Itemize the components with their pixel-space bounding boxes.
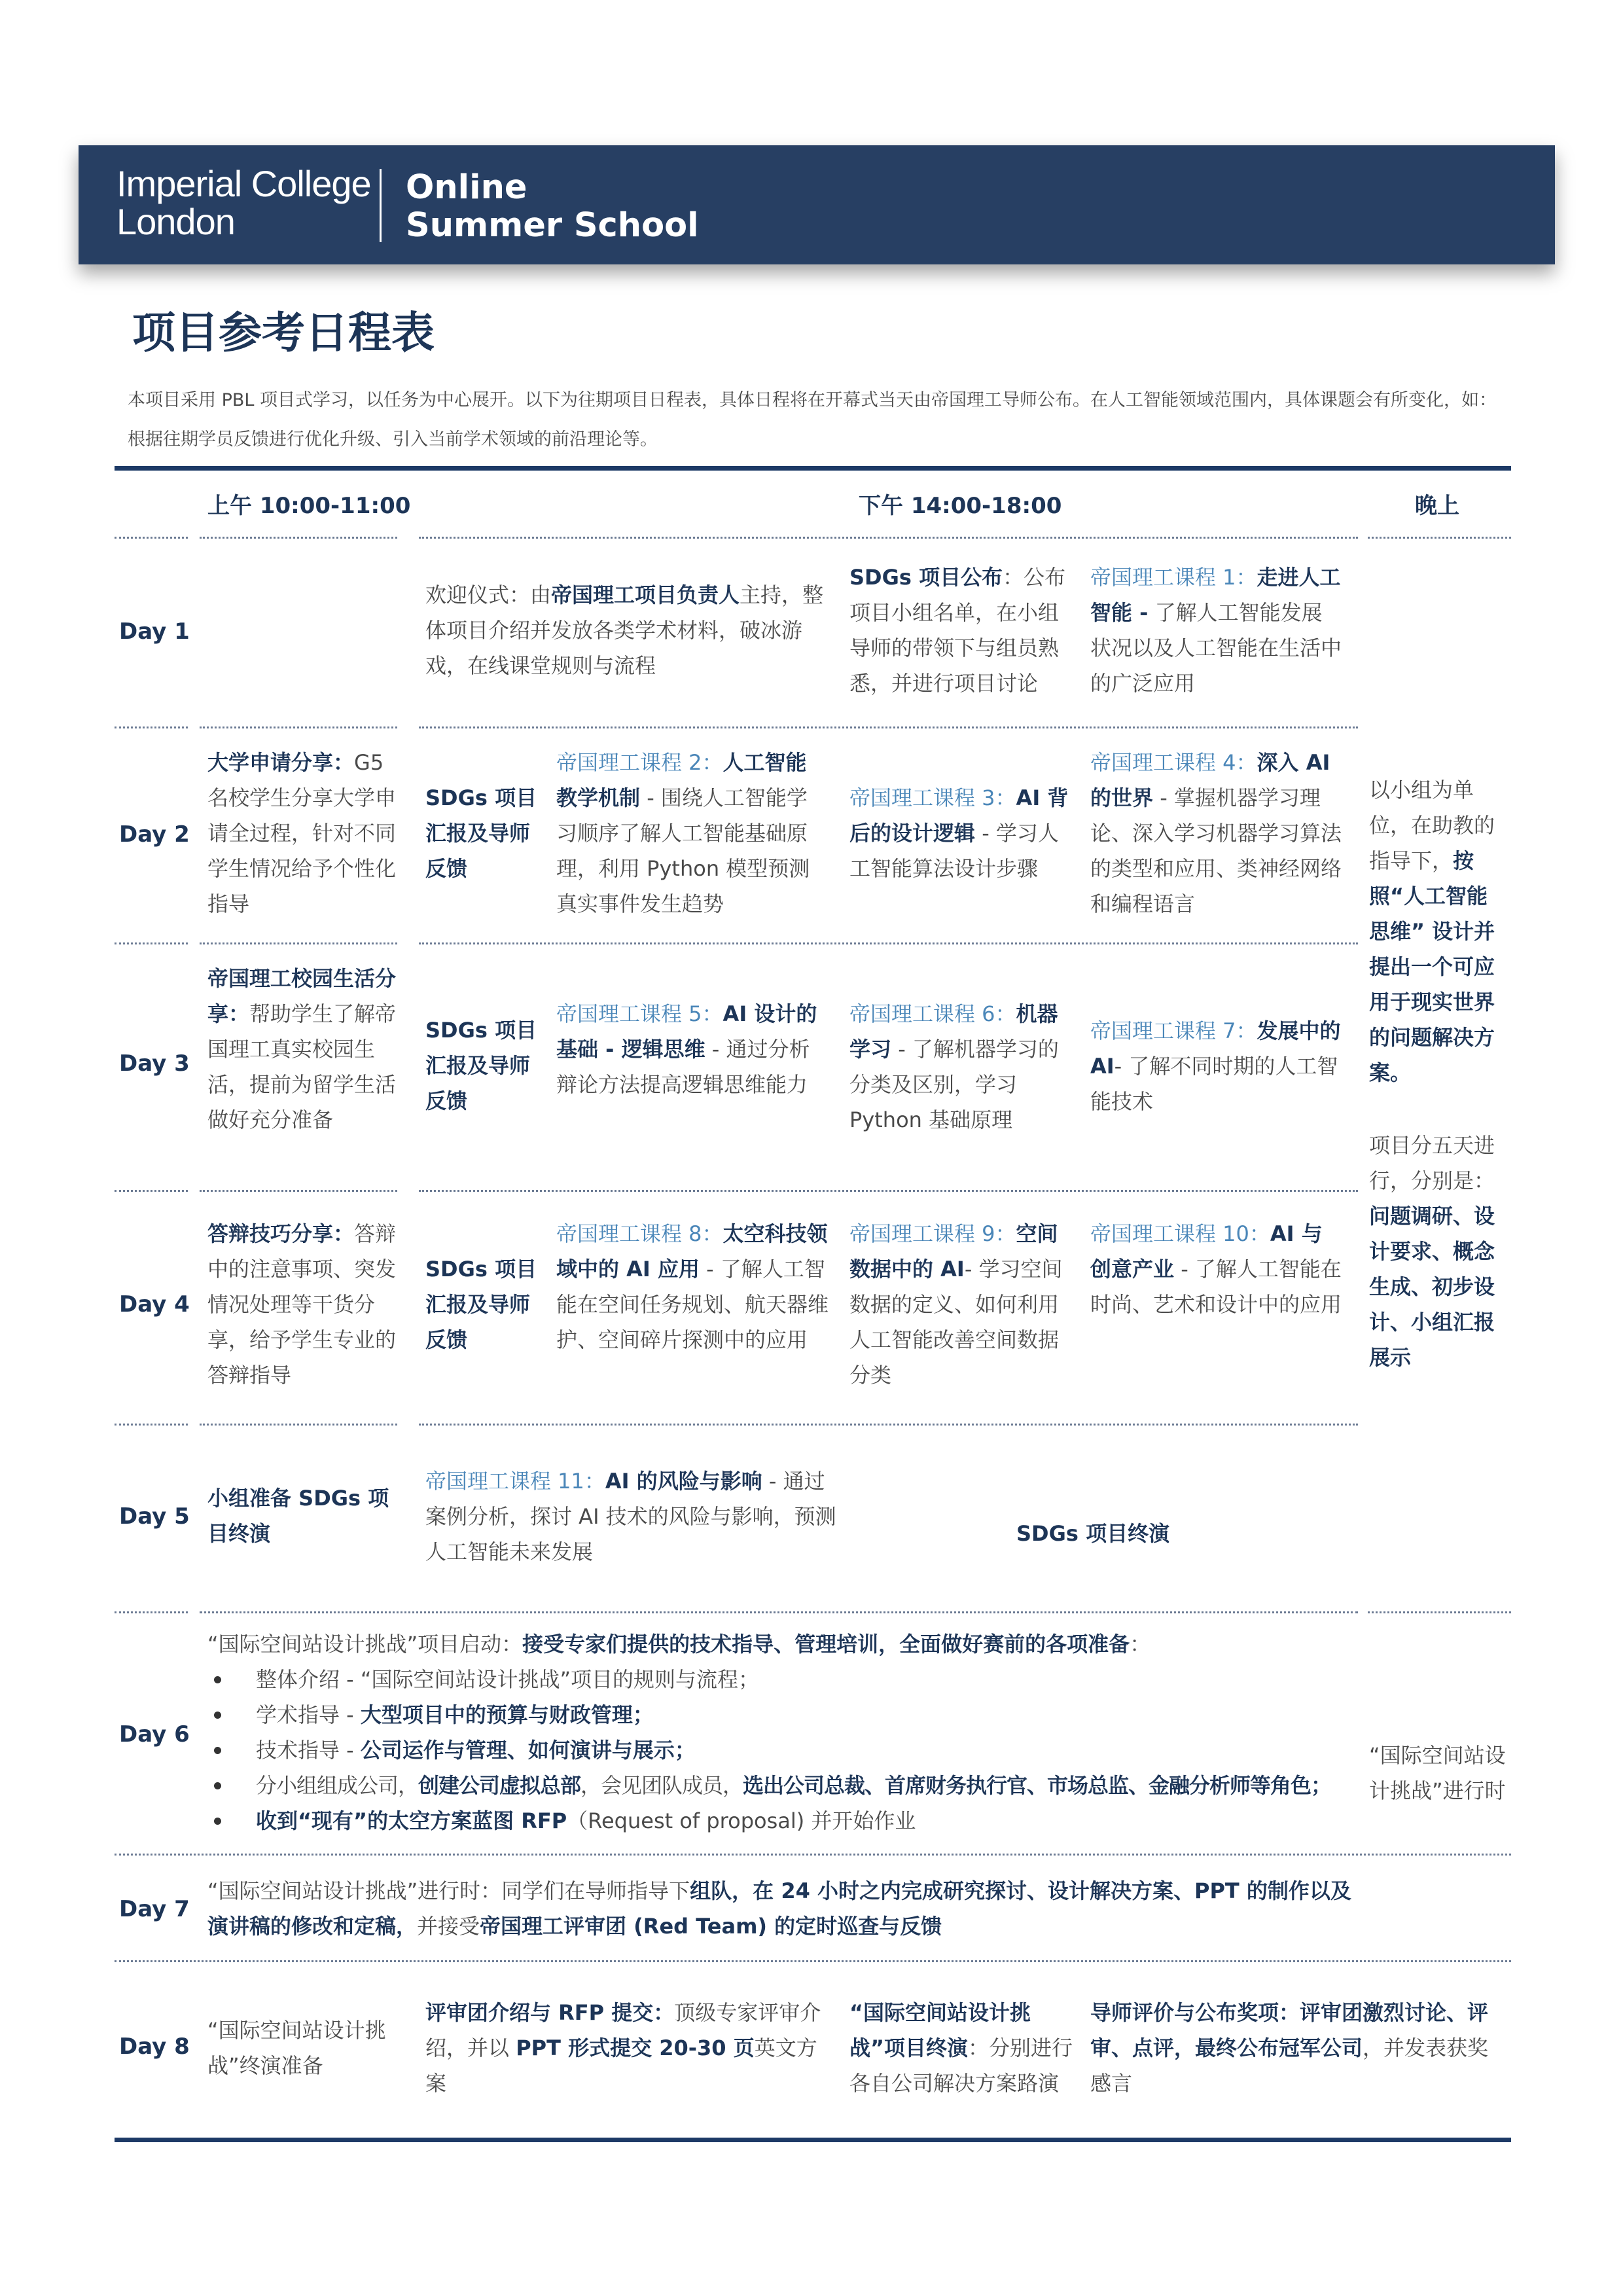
table-top-rule	[115, 466, 1511, 471]
header-afternoon: 下午 14:00-18:00	[859, 493, 1062, 519]
program-name	[406, 169, 699, 245]
brand-line-2: London	[116, 201, 235, 242]
row-divider	[1368, 537, 1511, 539]
day6-bullet: 学术指导 - 大型项目中的预算与财政管理；	[207, 1697, 1359, 1732]
day-label: Day 7	[119, 1896, 190, 1922]
day1-welcome: 欢迎仪式：由帝国理工项目负责人主持，整体项目介绍并发放各类学术材料，破冰游戏，在线课堂规则与流程	[425, 583, 824, 678]
day2-course-3: 帝国理工课程 3：AI 背后的设计逻辑 - 学习人工智能算法设计步骤	[849, 785, 1069, 881]
day6-evening: “国际空间站设计挑战”进行时	[1369, 1743, 1506, 1803]
row-divider	[200, 537, 397, 539]
row-divider	[1368, 1611, 1511, 1613]
row-divider	[200, 1611, 1358, 1613]
day-label: Day 5	[119, 1503, 190, 1530]
day8-award: 导师评价与公布奖项：评审团激烈讨论、评审、点评，最终公布冠军公司，并发表获奖感言	[1090, 2000, 1489, 2096]
day5-course-11: 帝国理工课程 11：AI 的风险与影响 - 通过案例分析，探讨 AI 技术的风险与影响，预测人工智能未来发展	[425, 1469, 836, 1564]
intro-text: 本项目采用 PBL 项目式学习，以任务为中心展开。以下为往期项目日程表，具体日程将在开幕式当天由帝国理工导师公布。在人工智能领域范围内，具体课题会有所变化，如：根据往期学员反馈进行优化升级、引入当前学术领域的前沿理论等。	[128, 390, 1497, 450]
day-label: Day 6	[119, 1721, 190, 1748]
day4-course-8: 帝国理工课程 8：太空科技领域中的 AI 应用 - 了解人工智能在空间任务规划、航天器维护、空间碎片探测中的应用	[556, 1221, 829, 1352]
table-bottom-rule	[115, 2138, 1511, 2142]
day-label: Day 2	[119, 821, 190, 848]
header-banner	[79, 145, 1555, 264]
brand-line-1: Imperial College	[116, 163, 371, 204]
bullet-icon	[214, 1676, 221, 1683]
day8-review: 评审团介绍与 RFP 提交：顶级专家评审介绍，并以 PPT 形式提交 20-30 页英文方案	[425, 2000, 821, 2096]
day6-intro: “国际空间站设计挑战”项目启动：接受专家们提供的技术指导、管理培训，全面做好赛前的各项准备：	[207, 1632, 1151, 1657]
day3-course-5: 帝国理工课程 5：AI 设计的基础 - 逻辑思维 - 通过分析辩论方法提高逻辑思维能力	[556, 1001, 817, 1097]
row-divider	[200, 726, 397, 728]
day2-morning: 大学申请分享：G5 名校学生分享大学申请全过程，针对不同学生情况给予个性化指导	[207, 750, 397, 916]
day8-final: “国际空间站设计挑战”项目终演：分别进行各自公司解决方案路演	[849, 2000, 1073, 2096]
day-label: Day 8	[119, 2034, 190, 2060]
row-divider	[200, 942, 397, 944]
day6-bullet: 整体介绍 - “国际空间站设计挑战”项目的规则与流程；	[207, 1662, 1359, 1697]
row-divider	[115, 1424, 188, 1426]
day6-bullet: 收到“现有”的太空方案蓝图 RFP（Request of proposal) 并开始作业	[207, 1803, 1359, 1839]
day3-morning: 帝国理工校园生活分享：帮助学生了解帝国理工真实校园生活，提前为留学生活做好充分准备	[207, 966, 397, 1132]
row-divider	[115, 1960, 1511, 1962]
row-divider	[419, 537, 1358, 539]
row-divider	[115, 1190, 188, 1192]
row-divider	[200, 1424, 397, 1426]
day2-course-2: 帝国理工课程 2：人工智能教学机制 - 围绕人工智能学习顺序了解人工智能基础原理，利用 Python 模型预测真实事件发生趋势	[556, 750, 810, 916]
day3-course-6: 帝国理工课程 6：机器学习 - 了解机器学习的分类及区别，学习 Python 基础原理	[849, 1001, 1059, 1132]
day-label: Day 3	[119, 1050, 190, 1077]
day3-course-7: 帝国理工课程 7：发展中的 AI- 了解不同时期的人工智能技术	[1090, 1018, 1341, 1114]
day-label: Day 4	[119, 1291, 190, 1318]
day3-sdgs: SDGs 项目汇报及导师反馈	[425, 1018, 537, 1113]
row-divider	[115, 1611, 188, 1613]
page-title: 项目参考日程表	[132, 308, 435, 358]
logo-divider	[380, 169, 382, 242]
row-divider	[419, 1190, 1358, 1192]
day4-morning: 答辩技巧分享：答辩中的注意事项、突发情况处理等干货分享，给予学生专业的答辩指导	[207, 1221, 397, 1388]
day4-course-9: 帝国理工课程 9：空间数据中的 AI- 学习空间数据的定义、如何利用人工智能改善空间数据分类	[849, 1221, 1063, 1388]
program-line-1: Online	[406, 168, 527, 207]
row-divider	[115, 1854, 1511, 1856]
day2-course-4: 帝国理工课程 4：深入 AI 的世界 - 掌握机器学习理论、深入学习机器学习算法的类型和应用、类神经网络和编程语言	[1090, 750, 1342, 916]
day2-sdgs: SDGs 项目汇报及导师反馈	[425, 785, 537, 881]
day1-course-1: 帝国理工课程 1：走进人工智能 - 了解人工智能发展状况以及人工智能在生活中的广泛应用	[1090, 565, 1342, 696]
bullet-icon	[214, 1712, 221, 1719]
bullet-icon	[214, 1818, 221, 1825]
day4-sdgs: SDGs 项目汇报及导师反馈	[425, 1257, 537, 1352]
imperial-logo	[116, 165, 371, 241]
day7-activity: “国际空间站设计挑战”进行时：同学们在导师指导下组队，在 24 小时之内完成研究探讨、设计解决方案、PPT 的制作以及演讲稿的修改和定稿，并接受帝国理工评审团 (Red Team) 的定时巡查与反馈	[207, 1878, 1351, 1939]
row-divider	[115, 537, 188, 539]
row-divider	[419, 726, 1358, 728]
row-divider	[419, 1424, 1358, 1426]
row-divider	[115, 726, 188, 728]
day1-sdgs: SDGs 项目公布：公布项目小组名单，在小组导师的带领下与组员熟悉，并进行项目讨论	[849, 565, 1066, 696]
row-divider	[419, 942, 1358, 944]
day-label: Day 1	[119, 619, 190, 645]
bullet-icon	[214, 1747, 221, 1754]
evening-task: 以小组为单位，在助教的指导下，按照“人工智能思维” 设计并提出一个可应用于现实世界的问题解决方案。	[1369, 778, 1495, 1085]
day6-bullet: 技术指导 - 公司运作与管理、如何演讲与展示；	[207, 1732, 1359, 1768]
day5-morning: 小组准备 SDGs 项目终演	[207, 1486, 389, 1546]
day5-final: SDGs 项目终演	[1016, 1521, 1170, 1546]
bullet-icon	[214, 1782, 221, 1789]
evening-stages: 项目分五天进行，分别是：问题调研、设计要求、概念生成、初步设计、小组汇报展示	[1369, 1133, 1495, 1370]
day8-morning: “国际空间站设计挑战”终演准备	[207, 2018, 386, 2078]
row-divider	[115, 942, 188, 944]
program-line-2: Summer School	[406, 206, 699, 245]
day6-bullet: 分小组组成公司，创建公司虚拟总部，会见团队成员，选出公司总裁、首席财务执行官、市场总监、金融分析师等角色；	[207, 1768, 1372, 1803]
day4-course-10: 帝国理工课程 10：AI 与创意产业 - 了解人工智能在时尚、艺术和设计中的应用	[1090, 1221, 1342, 1317]
header-morning: 上午 10:00-11:00	[207, 493, 411, 519]
row-divider	[200, 1190, 397, 1192]
header-evening: 晚上	[1415, 493, 1459, 519]
